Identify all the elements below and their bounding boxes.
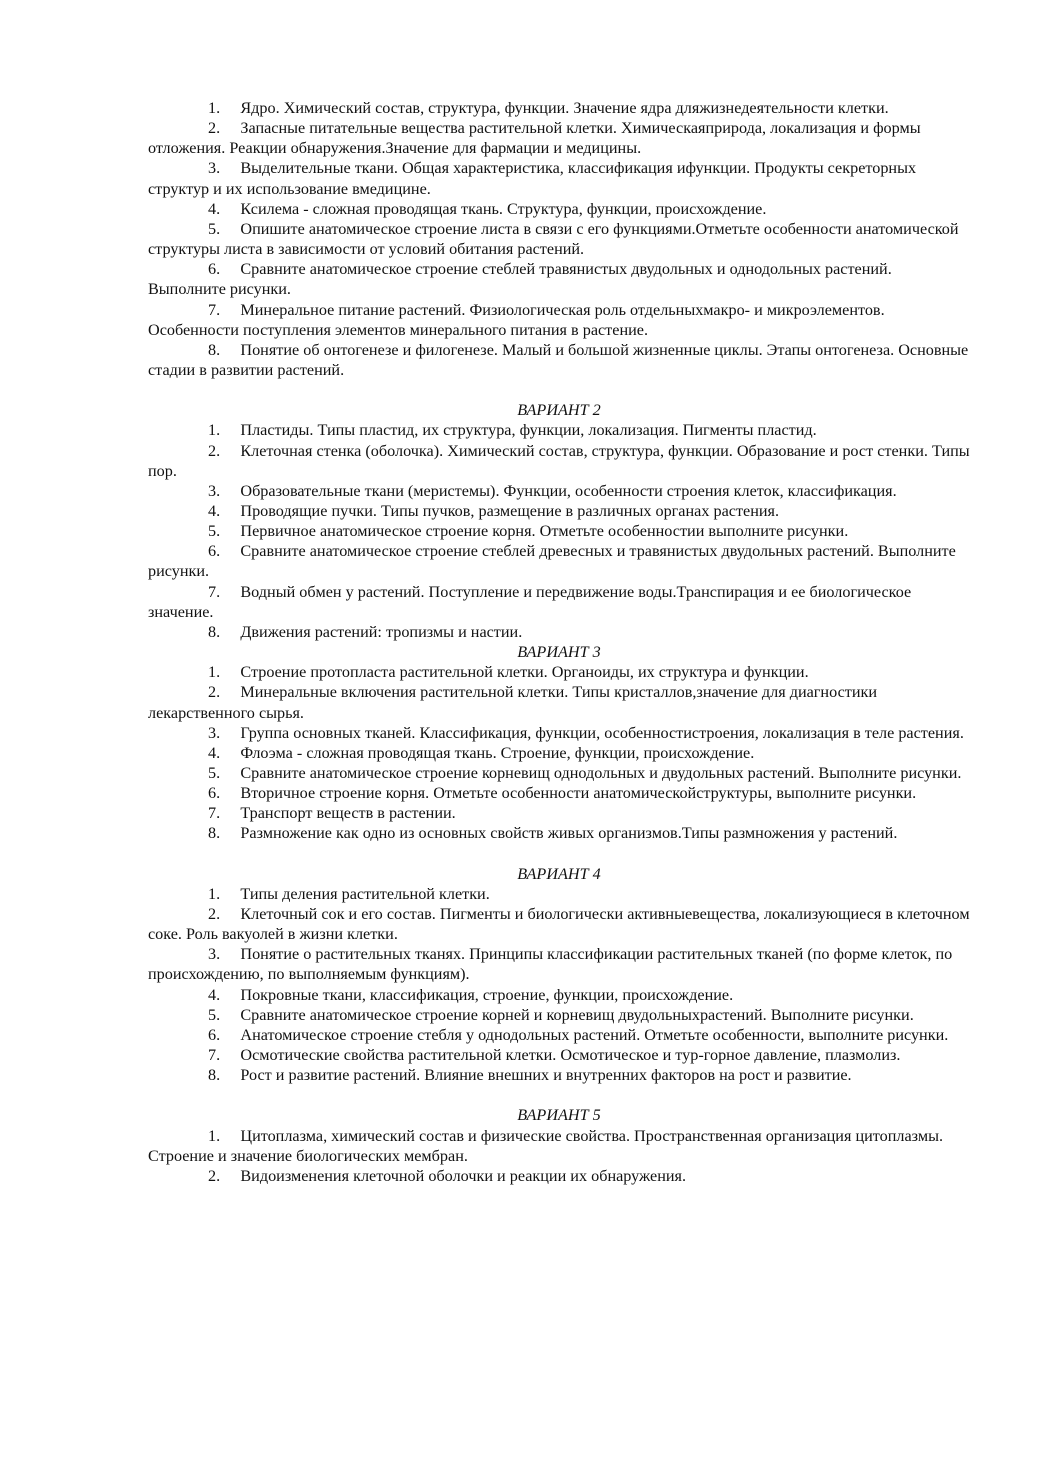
list-item (148, 723, 970, 743)
item-number: 4. (208, 985, 221, 1004)
item-text: Сравните анатомическое строение стеблей травянистых двудольных и однодольных растений. Выполните рисунки. (148, 260, 892, 299)
list-item (148, 1025, 970, 1045)
item-text: Клеточный сок и его состав. Пигменты и биологически активныевещества, локализующиеся в клеточном соке. Роль вакуолей в жизни клетки. (148, 904, 970, 944)
section-variant-3 (148, 642, 970, 844)
item-number: 4. (208, 199, 221, 218)
list-item (148, 219, 970, 259)
item-number: 2. (208, 683, 221, 702)
list-item (148, 541, 970, 581)
item-number: 3. (208, 159, 221, 178)
section-heading: ВАРИАНТ 3 (517, 643, 601, 662)
item-text: Ядро. Химический состав, структура, функции. Значение ядра дляжизнедеятельности клетки. (240, 99, 889, 117)
item-text: Видоизменения клеточной оболочки и реакции их обнаружения. (240, 1166, 687, 1185)
item-number: 8. (208, 340, 221, 359)
section-1 (148, 98, 970, 380)
item-text: Проводящие пучки. Типы пучков, размещение в различных органах растения. (240, 501, 780, 520)
list-item (148, 985, 970, 1005)
item-number: 6. (208, 1025, 221, 1044)
item-number: 5. (208, 764, 221, 782)
item-text: Первичное анатомическое строение корня. Отметьте особенностии выполните рисунки. (240, 522, 849, 541)
item-text: Образовательные ткани (меристемы). Функции, особенности строения клеток, классификация. (240, 481, 897, 500)
item-text: Транспорт веществ в растении. (240, 804, 456, 823)
list-item (148, 1005, 970, 1025)
item-number: 1. (208, 663, 221, 682)
list-item (148, 682, 970, 722)
item-text: Клеточная стенка (оболочка). Химический состав, структура, функции. Образование и рост стенки. Типы пор. (148, 441, 970, 480)
item-text: Сравните анатомическое строение корней и корневищ двудольныхрастений. Выполните рисунки. (240, 1005, 914, 1024)
item-number: 7. (208, 1046, 221, 1065)
section-variant-4 (148, 864, 970, 1086)
item-text: Вторичное строение корня. Отметьте особенности анатомическойструктуры, выполните рисунки. (240, 784, 917, 803)
item-text: Ксилема - сложная проводящая ткань. Структура, функции, происхождение. (240, 199, 767, 218)
spacer (148, 844, 970, 864)
item-number: 2. (208, 441, 221, 460)
item-number: 1. (208, 421, 221, 440)
item-text: Водный обмен у растений. Поступление и передвижение воды.Транспирация и ее биологическое значение. (148, 582, 912, 621)
list-item (148, 481, 970, 501)
list-item (148, 441, 970, 481)
list-item (148, 582, 970, 622)
item-text: Цитоплазма, химический состав и физические свойства. Пространственная организация цитоплазмы. Строение и значение биологических мембран. (148, 1126, 943, 1165)
item-number: 8. (208, 622, 221, 641)
section-heading: ВАРИАНТ 5 (517, 1106, 601, 1125)
list-item (148, 158, 970, 198)
item-number: 4. (208, 501, 221, 520)
section-heading: ВАРИАНТ 2 (517, 401, 601, 420)
list-item (148, 743, 970, 763)
item-number: 8. (208, 824, 221, 843)
list-item (148, 1045, 970, 1065)
list-item (148, 340, 970, 380)
item-number: 6. (208, 260, 221, 279)
item-number: 3. (208, 481, 221, 500)
spacer (148, 1085, 970, 1105)
item-number: 2. (208, 1166, 221, 1185)
item-number: 7. (208, 804, 221, 823)
list-item (148, 622, 970, 642)
item-text: Пластиды. Типы пластид, их структура, функции, локализация. Пигменты пластид. (240, 421, 817, 440)
item-number: 8. (208, 1066, 221, 1085)
list-item (148, 199, 970, 219)
list-item (148, 823, 970, 843)
item-text: Рост и развитие растений. Влияние внешних и внутренних факторов на рост и развитие. (240, 1066, 852, 1085)
section-variant-5 (148, 1105, 970, 1186)
item-number: 1. (208, 1126, 221, 1145)
item-text: Опишите анатомическое строение листа в связи с его функциями.Отметьте особенности анатомической структуры листа в зависимости от условий обитания растений. (148, 219, 959, 259)
item-text: Размножение как одно из основных свойств живых организмов.Типы размножения у растений. (240, 824, 898, 843)
item-text: Сравните анатомическое строение корневищ однодольных и двудольных растений. Выполните рисунки. (240, 764, 962, 782)
list-item (148, 944, 970, 984)
item-number: 3. (208, 723, 221, 742)
list-item (148, 501, 970, 521)
item-number: 1. (208, 884, 221, 903)
item-number: 5. (208, 1005, 221, 1024)
list-item (148, 662, 970, 682)
item-text: Понятие об онтогенезе и филогенезе. Малый и большой жизненные циклы. Этапы онтогенеза. Основные стадии в развитии растений. (148, 340, 969, 380)
item-text: Минеральные включения растительной клетки. Типы кристаллов,значение для диагностики лекарственного сырья. (148, 683, 878, 722)
list-item (148, 763, 970, 783)
list-item (148, 803, 970, 823)
item-number: 6. (208, 542, 221, 561)
list-item (148, 884, 970, 904)
item-text: Типы деления растительной клетки. (240, 884, 490, 903)
item-number: 7. (208, 582, 221, 601)
item-text: Сравните анатомическое строение стеблей древесных и травянистых двудольных растений. Выполните рисунки. (148, 542, 956, 581)
list-item (148, 420, 970, 440)
list-item (148, 1065, 970, 1085)
item-number: 1. (208, 99, 221, 117)
item-text: Понятие о растительных тканях. Принципы классификации растительных тканей (по форме клеток, по происхождению, по выполняемым функциям). (148, 945, 953, 984)
list-item (148, 904, 970, 944)
item-text: Минеральное питание растений. Физиологическая роль отдельныхмакро- и микроэлементов. Особенности поступления элементов минерального питания в растение. (148, 300, 885, 339)
item-number: 2. (208, 904, 221, 923)
item-number: 6. (208, 784, 221, 803)
item-text: Запасные питательные вещества растительной клетки. Химическаяприрода, локализация и формы отложения. Реакции обнаружения.Значение для фармации и медицины. (148, 119, 921, 158)
list-item (148, 259, 970, 299)
list-item (148, 118, 970, 158)
item-number: 5. (208, 219, 221, 238)
list-item (148, 98, 970, 118)
document-page (148, 98, 970, 1186)
item-number: 2. (208, 119, 221, 138)
item-text: Флоэма - сложная проводящая ткань. Строение, функции, происхождение. (240, 743, 755, 762)
item-text: Покровные ткани, классификация, строение, функции, происхождение. (240, 985, 734, 1004)
item-number: 4. (208, 743, 221, 762)
item-text: Группа основных тканей. Классификация, функции, особенностистроения, локализация в теле растения. (240, 723, 964, 742)
section-variant-2 (148, 400, 970, 642)
item-number: 3. (208, 945, 221, 964)
item-number: 5. (208, 522, 221, 541)
list-item (148, 300, 970, 340)
item-number: 7. (208, 300, 221, 319)
list-item (148, 1166, 970, 1186)
item-text: Строение протопласта растительной клетки. Органоиды, их структура и функции. (240, 663, 809, 682)
spacer (148, 380, 970, 400)
item-text: Движения растений: тропизмы и настии. (240, 622, 523, 641)
item-text: Выделительные ткани. Общая характеристика, классификация ифункции. Продукты секреторных структур и их использование вмедицине. (148, 159, 917, 198)
list-item (148, 1126, 970, 1166)
section-heading: ВАРИАНТ 4 (517, 864, 601, 883)
list-item (148, 783, 970, 803)
item-text: Осмотические свойства растительной клетки. Осмотическое и тур-горное давление, плазмолиз. (240, 1046, 901, 1065)
item-text: Анатомическое строение стебля у однодольных растений. Отметьте особенности, выполните рисунки. (240, 1025, 949, 1044)
list-item (148, 521, 970, 541)
